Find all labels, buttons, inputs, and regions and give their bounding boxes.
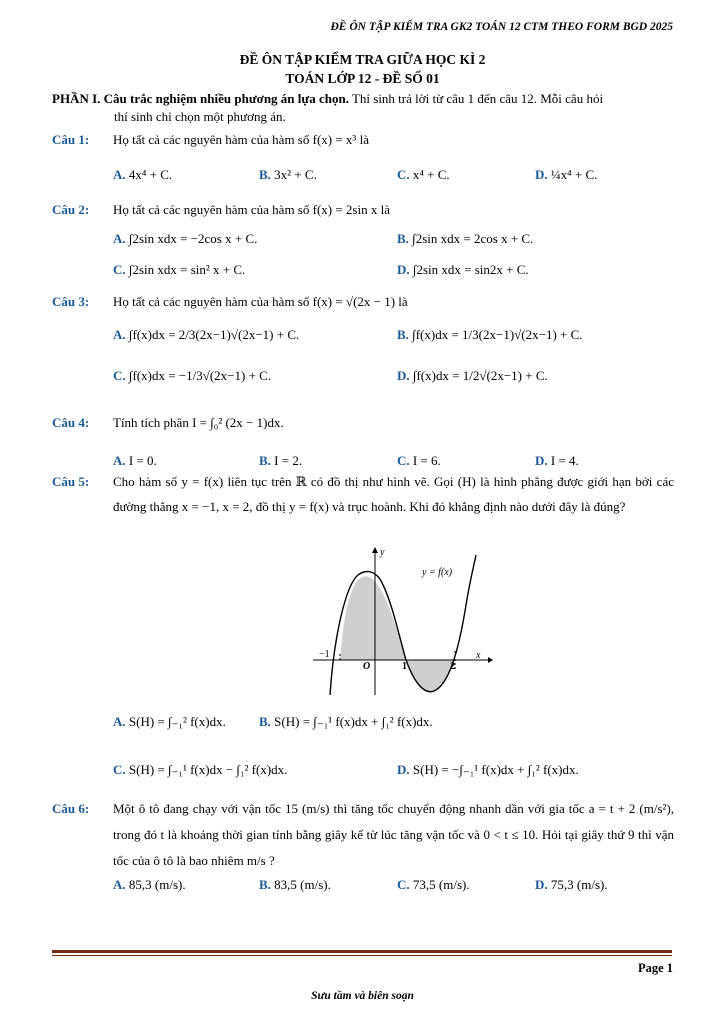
question-label: Câu 2: bbox=[52, 202, 90, 217]
option-b[interactable]: B. S(H) = ∫₋₁¹ f(x)dx + ∫₁² f(x)dx. bbox=[259, 714, 433, 729]
tick-label-two: 2 bbox=[450, 661, 455, 672]
footer-rule bbox=[52, 950, 672, 953]
page-footer: Sưu tầm và biên soạn bbox=[311, 990, 414, 1002]
option-b[interactable]: B. ∫f(x)dx = 1/3(2x−1)√(2x−1) + C. bbox=[397, 327, 583, 342]
option-a[interactable]: A. 85,3 (m/s). bbox=[113, 877, 186, 892]
option-b[interactable]: B. 3x² + C. bbox=[259, 167, 317, 182]
tick-label-one: 1 bbox=[402, 661, 407, 672]
page-number: Page 1 bbox=[637, 961, 673, 975]
option-b[interactable]: B. I = 2. bbox=[259, 453, 303, 468]
y-axis-label: y bbox=[380, 547, 385, 558]
exam-subtitle: TOÁN LỚP 12 - ĐỀ SỐ 01 bbox=[285, 71, 440, 86]
part-label: PHẦN I. Câu trắc nghiệm nhiều phương án lựa chọn. bbox=[52, 91, 349, 106]
question-text: Họ tất cả các nguyên hàm của hàm số f(x) = √(2x − 1) là bbox=[113, 294, 408, 309]
option-a[interactable]: A. ∫2sin xdx = −2cos x + C. bbox=[113, 231, 258, 246]
tick-label-minus-one: −1 bbox=[319, 649, 330, 660]
question-text: Một ô tô đang chạy với vận tốc 15 (m/s) thì tăng tốc chuyển động nhanh dần với gia tốc a = t + 2 (m/s²), trong đó t là khoảng thời gian tính bằng giây kể từ lúc tăng vận tốc và 0 < t ≤ 10. Hỏi tại giây thứ 9 thì vận tốc của ô tô là bao nhiêm m/s ? bbox=[113, 801, 674, 868]
option-b[interactable]: B. ∫2sin xdx = 2cos x + C. bbox=[397, 231, 534, 246]
y-arrow-icon bbox=[372, 547, 378, 553]
option-d[interactable]: D. ∫f(x)dx = 1/2√(2x−1) + C. bbox=[397, 368, 548, 383]
option-c[interactable]: C. ∫f(x)dx = −1/3√(2x−1) + C. bbox=[113, 368, 272, 383]
option-c[interactable]: C. S(H) = ∫₋₁¹ f(x)dx − ∫₁² f(x)dx. bbox=[113, 762, 288, 777]
question-label: Câu 3: bbox=[52, 294, 90, 309]
option-c[interactable]: C. 73,5 (m/s). bbox=[397, 877, 470, 892]
option-d[interactable]: D. S(H) = −∫₋₁¹ f(x)dx + ∫₁² f(x)dx. bbox=[397, 762, 579, 777]
option-a[interactable]: A. ∫f(x)dx = 2/3(2x−1)√(2x−1) + C. bbox=[113, 327, 300, 342]
question-label: Câu 6: bbox=[52, 801, 90, 816]
question-label: Câu 1: bbox=[52, 132, 90, 147]
question-text: Họ tất cả các nguyên hàm của hàm số f(x) = x³ là bbox=[113, 132, 369, 147]
option-c[interactable]: C. I = 6. bbox=[397, 453, 441, 468]
question-label: Câu 4: bbox=[52, 415, 90, 430]
option-c[interactable]: C. x⁴ + C. bbox=[397, 167, 450, 182]
option-a[interactable]: A. I = 0. bbox=[113, 453, 157, 468]
part-text: Thí sinh trả lời từ câu 1 đến câu 12. Mỗi câu hỏi bbox=[348, 91, 604, 106]
exam-title: ĐỀ ÔN TẬP KIỂM TRA GIỮA HỌC KÌ 2 bbox=[239, 52, 486, 67]
x-arrow-icon bbox=[488, 657, 493, 663]
question-text: Tính tích phân I = ∫₀² (2x − 1)dx. bbox=[113, 415, 284, 430]
x-axis-label: x bbox=[476, 650, 481, 661]
option-d[interactable]: D. ∫2sin xdx = sin2x + C. bbox=[397, 262, 529, 277]
question-label: Câu 5: bbox=[52, 474, 90, 489]
option-d[interactable]: D. 75,3 (m/s). bbox=[535, 877, 608, 892]
option-d[interactable]: D. I = 4. bbox=[535, 453, 579, 468]
part-text-2: thí sinh chỉ chọn một phương án. bbox=[114, 108, 286, 124]
question-text: Cho hàm số y = f(x) liên tục trên ℝ có đồ thị như hình vẽ. Gọi (H) là hình phẳng được giới hạn bởi các đường thẳng x = −1, x = 2, đồ thị y = f(x) và trục hoành. Khi đó khẳng định nào dưới đây là đúng? bbox=[113, 474, 674, 514]
page-header: ĐỀ ÔN TẬP KIỂM TRA GK2 TOÁN 12 CTM THEO FORM BGD 2025 bbox=[330, 21, 673, 33]
option-b[interactable]: B. 83,5 (m/s). bbox=[259, 877, 331, 892]
function-graph bbox=[308, 545, 493, 697]
option-a[interactable]: A. S(H) = ∫₋₁² f(x)dx. bbox=[113, 714, 226, 729]
option-a[interactable]: A. 4x⁴ + C. bbox=[113, 167, 173, 182]
option-d[interactable]: D. ¼x⁴ + C. bbox=[535, 167, 598, 182]
part-instructions bbox=[52, 90, 674, 125]
option-c[interactable]: C. ∫2sin xdx = sin² x + C. bbox=[113, 262, 246, 277]
footer-rule-thin bbox=[52, 955, 672, 956]
origin-label: O bbox=[363, 661, 371, 672]
curve-label: y = f(x) bbox=[422, 567, 453, 578]
question-text: Họ tất cả các nguyên hàm của hàm số f(x) = 2sin x là bbox=[113, 202, 390, 217]
